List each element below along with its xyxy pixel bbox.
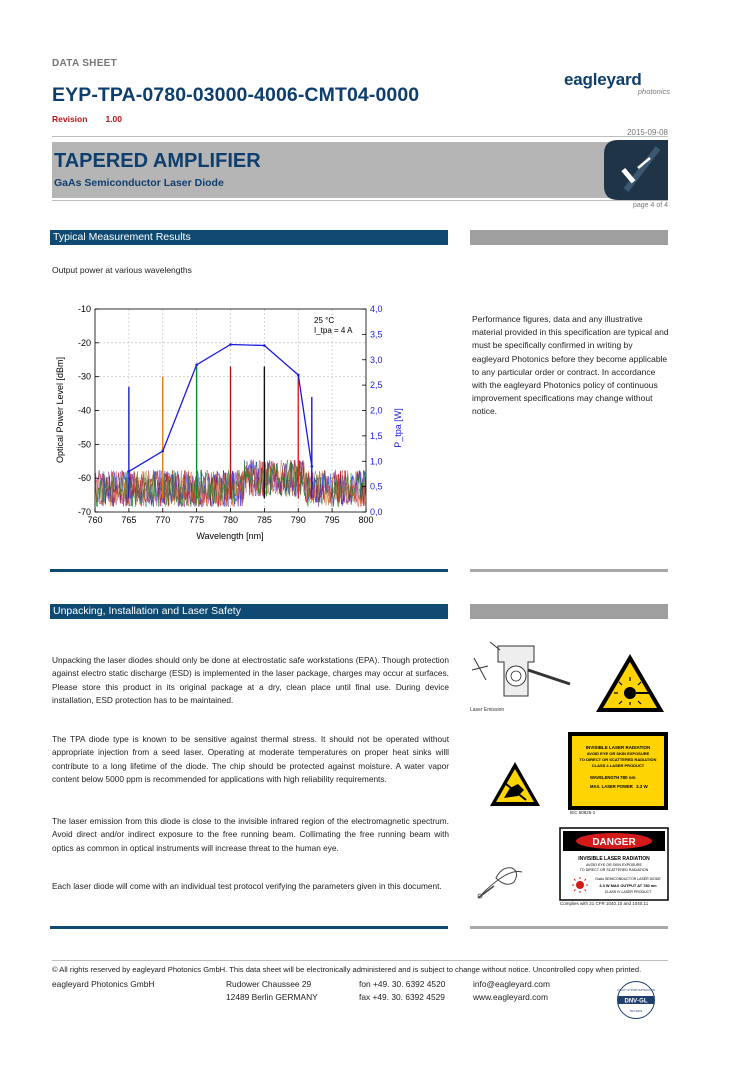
label-wavelength: WAVELENGTH xyxy=(590,775,620,780)
product-title: TAPERED AMPLIFIER xyxy=(54,150,261,172)
label-max-power-value: 3.3 W xyxy=(636,784,648,789)
banner-rule xyxy=(52,200,668,201)
y-tick-label: -10 xyxy=(77,304,91,314)
doc-type-label: DATA SHEET xyxy=(52,58,118,69)
y2-tick-label: 3,0 xyxy=(370,354,383,365)
footer-company: eagleyard Photonics GmbH xyxy=(52,979,155,989)
handling-sketch-icon xyxy=(474,858,530,902)
x-axis-label: Wavelength [nm] xyxy=(196,531,264,541)
footer-phone: fon +49. 30. 6392 4520 xyxy=(359,979,446,989)
y-tick-label: -20 xyxy=(77,337,91,348)
power-point xyxy=(128,470,131,473)
laser-emission-label: Laser Emission xyxy=(470,707,505,713)
danger-line-5: 3.3 W MAX OUTPUT AT 780 nm xyxy=(599,883,657,888)
y2-tick-label: 3,5 xyxy=(370,329,383,340)
y2-tick-label: 1,0 xyxy=(370,456,383,467)
page-number: page 4 of 4 xyxy=(632,202,668,209)
y2-tick-label: 2,0 xyxy=(370,405,383,416)
danger-line-4: GaAs SEMICONDUCTOR LASER DIODE xyxy=(595,877,661,881)
x-tick-label: 765 xyxy=(121,515,137,525)
danger-line-3: TO DIRECT OR SCATTERED RADIATION xyxy=(579,868,649,872)
revision xyxy=(52,114,122,124)
annotation-temp: 25 °C xyxy=(314,316,335,325)
logo-subtitle: photonics xyxy=(637,87,670,96)
power-point xyxy=(311,465,314,468)
power-point xyxy=(297,374,300,377)
danger-line-1: INVISIBLE LASER RADIATION xyxy=(578,856,650,862)
power-point xyxy=(161,450,164,453)
danger-word: DANGER xyxy=(592,837,636,848)
x-tick-label: 775 xyxy=(189,515,205,525)
y-tick-label: -60 xyxy=(77,473,91,484)
esd-warning-icon xyxy=(488,760,542,808)
y-tick-label: -70 xyxy=(77,507,91,517)
power-curve xyxy=(128,343,314,472)
document-date: 2015-09-08 xyxy=(627,128,668,137)
y-tick-label: -30 xyxy=(77,371,91,382)
paragraph-protocol: Each laser diode will come with an individual test protocol verifying the parameters given in this document. xyxy=(52,881,442,891)
label-line-4: CLASS 4 LASER PRODUCT xyxy=(591,763,645,768)
company-logo xyxy=(564,70,674,96)
class4-laser-label xyxy=(568,732,668,810)
laser-warning-icon xyxy=(594,651,666,715)
footer-street: Rudower Chaussee 29 xyxy=(226,979,312,989)
cert-iso: ISO 9001 xyxy=(629,1009,643,1013)
iec-standard: IEC 60825-1 xyxy=(570,810,596,815)
label-line-3: TO DIRECT OR SCATTERED RADIATION xyxy=(579,757,657,762)
danger-label xyxy=(560,828,668,900)
danger-line-6: CLASS IV LASER PRODUCT xyxy=(604,890,652,894)
x-tick-label: 785 xyxy=(256,515,272,525)
section-bar-measurement: Typical Measurement Results xyxy=(50,230,448,245)
side-bar-safety xyxy=(470,604,668,619)
power-point xyxy=(195,364,198,367)
paragraph-unpacking: Unpacking the laser diodes should only be done at electrostatic safe workstations (EPA). Though protection against electro static discharge (ESD) is implemented in the laser package, charges may occur at surfaces. Please store this product in its original package at a dry, clean place until final use. During device installation, ESD protection has to be maintained. xyxy=(52,655,449,705)
footer-fax: fax +49. 30. 6392 4529 xyxy=(359,992,445,1002)
side-end-rule xyxy=(470,569,668,572)
y2-tick-label: 2,5 xyxy=(370,380,383,391)
header-rule xyxy=(52,136,668,137)
y2-tick-label: 1,5 xyxy=(370,430,383,441)
section-end-rule xyxy=(50,569,448,572)
part-number: EYP-TPA-0780-03000-4006-CMT04-0000 xyxy=(52,84,420,106)
product-subtitle: GaAs Semiconductor Laser Diode xyxy=(54,177,224,189)
footer-city: 12489 Berlin GERMANY xyxy=(226,992,318,1002)
power-line xyxy=(129,345,312,472)
copyright-notice: © All rights reserved by eagleyard Photonics GmbH. This data sheet will be electronically administered and is subject to change without notice. Uncontrolled copy when printed. xyxy=(52,965,642,974)
y-tick-label: -50 xyxy=(77,439,91,450)
revision-label: Revision xyxy=(52,114,88,124)
power-point xyxy=(263,344,266,347)
laser-emission-diagram xyxy=(470,640,574,706)
chart-caption: Output power at various wavelengths xyxy=(52,265,192,275)
spectrum-chart xyxy=(50,298,403,548)
y2-axis-label: P_tpa [W] xyxy=(393,408,403,448)
danger-line-2: AVOID EYE OR SKIN EXPOSURE xyxy=(586,863,642,867)
revision-value: 1.00 xyxy=(105,114,122,124)
label-line-2: AVOID EYE OR SKIN EXPOSURE xyxy=(586,751,650,756)
paragraph-emission: The laser emission from this diode is close to the invisible infrared region of the electromagnetic spectrum. Avoid direct and/or indirect exposure to the free running beam. Collimating the free running beam with optics as common in optical instruments will increase threat to the human eye. xyxy=(52,816,449,853)
annotation-current: I_tpa = 4 A xyxy=(314,326,353,335)
power-point xyxy=(229,343,232,346)
x-tick-label: 800 xyxy=(358,515,374,525)
safety-end-rule xyxy=(50,926,448,929)
y2-tick-label: 4,0 xyxy=(370,304,383,314)
logo-wordmark: eagleyard xyxy=(564,70,642,89)
x-tick-label: 780 xyxy=(222,515,239,525)
y-tick-label: -40 xyxy=(77,405,91,416)
x-tick-label: 760 xyxy=(87,515,103,525)
x-tick-label: 795 xyxy=(324,515,340,525)
label-line-1: INVISIBLE LASER RADIATION xyxy=(585,745,651,750)
cert-mark: DNV·GL xyxy=(624,998,648,1005)
y2-tick-label: 0,0 xyxy=(370,507,383,517)
disclaimer-notice: Performance figures, data and any illustrative material provided in this specification are typical and must be specifically confirmed in writing by eagleyard Photonics before they become applicable to any particular order or contract. In accordance with the eagleyard Photonics policy of continuous improvement specifications may change without notice. xyxy=(472,314,669,417)
footer-web-link[interactable]: www.eagleyard.com xyxy=(473,992,548,1002)
y2-tick-label: 0,5 xyxy=(370,481,383,492)
dnv-certification-seal xyxy=(604,980,668,1020)
compliance-note: Complies with 21 CFR 1040.10 and 1040.11 xyxy=(560,901,649,906)
x-tick-label: 770 xyxy=(155,515,171,525)
section-bar-safety: Unpacking, Installation and Laser Safety xyxy=(50,604,448,619)
x-tick-label: 790 xyxy=(290,515,306,525)
side-bar-measurement xyxy=(470,230,668,245)
product-icon xyxy=(604,140,668,200)
safety-side-end-rule xyxy=(470,926,668,929)
y-axis-label: Optical Power Level [dBm] xyxy=(55,356,65,464)
paragraph-thermal: The TPA diode type is known to be sensitive against thermal stress. It should not be operated without appropriate injection from a seed laser. Operating at moderate temperatures on proper heat sinks willl contribute to a long lifetime of the diode. The chip should be protected against moisture. A water vapor content below 5000 ppm is recommended for applications with high reliability requirements. xyxy=(52,734,449,784)
label-wavelength-value: 780 nm xyxy=(620,775,636,780)
footer-rule xyxy=(52,960,668,961)
footer-email-link[interactable]: info@eagleyard.com xyxy=(473,979,550,989)
label-max-power: MAX. LASER POWER xyxy=(590,784,633,789)
cert-top-text: QUALITY SYSTEM CERTIFICATION xyxy=(617,990,655,992)
